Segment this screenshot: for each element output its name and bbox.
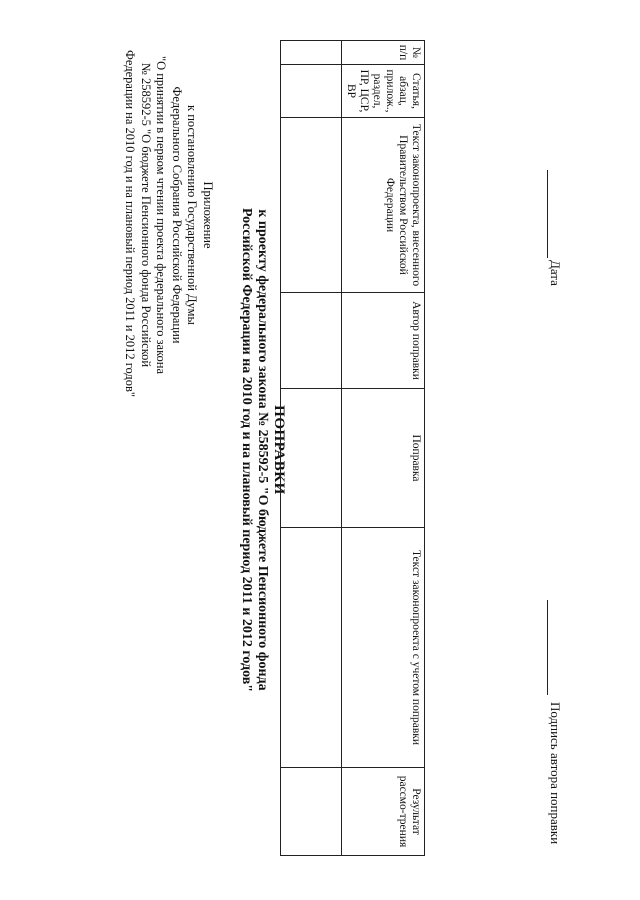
table-header-row: [342, 41, 425, 856]
table-cell[interactable]: [281, 293, 342, 389]
table-cell[interactable]: [281, 65, 342, 118]
appendix-line: Федерального Собрания Российской Федерации: [170, 86, 184, 344]
table-cell[interactable]: [281, 528, 342, 768]
column-header: Поправка: [342, 389, 425, 528]
appendix-line: Федерации на 2010 год и на плановый период 2011 и 2012 годов": [123, 50, 138, 398]
amendments-table: [280, 40, 425, 856]
title-main: ПОПРАВКИ: [271, 405, 287, 495]
appendix-line: к постановлению Государственной Думы: [185, 105, 200, 325]
column-header: Статья, абзац, прилож., раздел, ПР, ЦСР, ВР: [342, 65, 425, 118]
table-cell[interactable]: [281, 389, 342, 528]
appendix-line: "О принятии в первом чтении проекта федерального закона: [154, 55, 169, 375]
signature-line[interactable]: [547, 600, 563, 695]
column-header: Результат рассмо-трения: [342, 768, 425, 856]
date-line[interactable]: [547, 170, 563, 258]
column-header: Текст законопроекта, внесенного Правительством Российской Федерации: [342, 118, 425, 293]
column-header: № п/п: [342, 41, 425, 65]
title-line: к проекту федерального закона № 258592-5 "О бюджете Пенсионного фонда: [255, 209, 270, 691]
column-header: Автор поправки: [342, 293, 425, 389]
title-line: Российской Федерации на 2010 год и на плановый период 2011 и 2012 годов": [239, 207, 254, 693]
author-signature-label: Подпись автора поправки: [548, 702, 563, 845]
table-cell[interactable]: [281, 768, 342, 856]
appendix-block: [122, 50, 215, 398]
table-cell[interactable]: [281, 41, 342, 65]
appendix-line: № 258592-5 "О бюджете Пенсионного фонда Российской: [139, 62, 153, 368]
table-row: [281, 41, 342, 856]
table-cell[interactable]: [281, 118, 342, 293]
column-header: Текст законопроекта с учетом поправки: [342, 528, 425, 768]
appendix-line: Приложение: [201, 181, 215, 249]
date-label: Дата: [548, 260, 563, 286]
signature-block: [543, 40, 563, 855]
